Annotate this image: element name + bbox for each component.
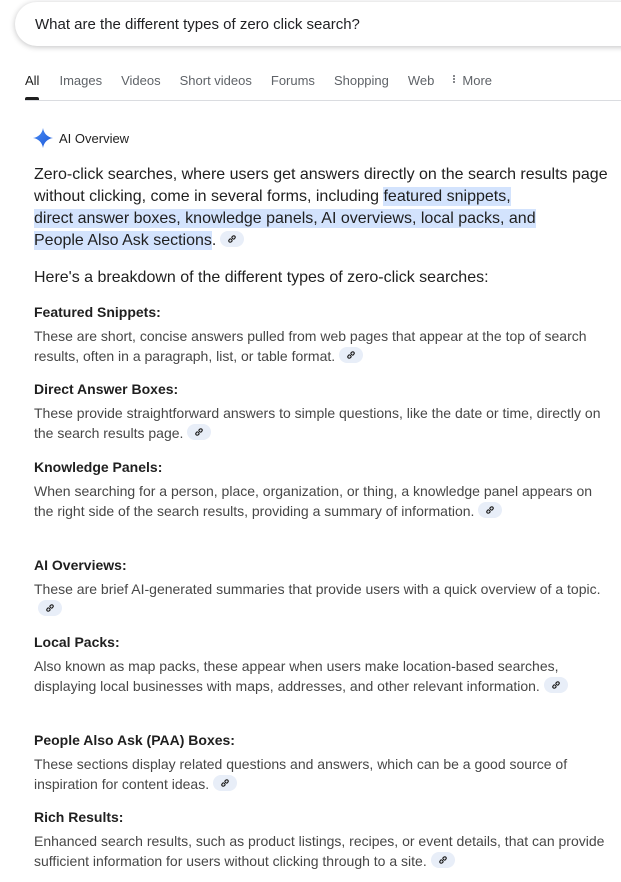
tab-label: Forums [270,73,315,88]
section-title: AI Overviews: [34,557,127,573]
tab-label: Videos [121,73,161,88]
tab-more[interactable] [453,73,492,100]
link-icon [346,350,356,360]
sparkle-icon [33,128,53,148]
tabs-divider [25,100,621,101]
tab-forums[interactable] [271,73,315,100]
section-title: Knowledge Panels: [34,459,163,475]
tab-shopping[interactable] [334,73,389,100]
intro-highlight: People Also Ask sections [34,232,212,249]
tab-label: Short videos [179,73,252,88]
section-text: Also known as map packs, these appear when users make location-based searches, displaying local businesses with maps, addresses, and other relevant information. [34,658,559,694]
vertical-dots-icon [453,74,456,84]
section-text: These are brief AI-generated summaries that provide users with a quick overview of a topic. [34,581,601,597]
section-body [34,404,609,443]
tab-label: Images [59,73,103,88]
link-icon [194,427,204,437]
section-title: Rich Results: [34,809,124,825]
link-icon [220,778,230,788]
section-local-packs [34,633,609,696]
citation-link-button[interactable] [478,502,502,518]
citation-link-button[interactable] [220,231,244,247]
intro-end: . [211,232,217,249]
link-icon [45,603,55,613]
section-body [34,482,609,521]
tab-videos[interactable] [121,73,161,100]
section-body [34,580,609,619]
tab-all[interactable] [16,73,40,100]
section-text: These are short, concise answers pulled from web pages that appear at the top of search results, often in a paragraph, list, or table format. [34,328,587,364]
intro-text: Zero-click searches, where users get answers directly on the search results page without clicking, come in several forms, including [34,166,608,205]
section-title: Featured Snippets: [34,304,161,320]
section-ai-overviews [34,556,609,619]
section-body [34,832,609,871]
citation-link-button[interactable] [544,677,568,693]
ai-overview-label: AI Overview [59,130,130,146]
section-featured-snippets [34,303,609,366]
section-body [34,755,609,794]
tab-label: Web [407,73,435,88]
link-icon [227,234,237,244]
ai-overview-header [33,128,129,148]
tab-label: Shopping [333,73,389,88]
section-body [34,327,609,366]
section-text: These sections display related questions and answers, which can be a good source of inspiration for content ideas. [34,756,568,792]
section-text: These provide straightforward answers to simple questions, like the date or time, directly on the search results page. [34,405,601,441]
section-text: When searching for a person, place, organization, or thing, a knowledge panel appears on the right side of the search results, providing a summary of information. [34,483,593,519]
tab-label: More [462,73,493,88]
section-text: Enhanced search results, such as product listings, recipes, or event details, that can provide sufficient information for users without clicking through to a site. [34,833,605,869]
section-knowledge-panels [34,458,609,521]
search-input[interactable]: What are the different types of zero click search? [35,16,360,33]
section-rich-results [34,808,609,871]
tab-label: All [25,73,40,88]
section-people-also-ask [34,731,609,794]
tab-images[interactable] [59,73,102,100]
citation-link-button[interactable] [187,424,211,440]
tab-short-videos[interactable] [180,73,252,100]
search-bar[interactable] [15,2,621,46]
citation-link-button[interactable] [213,775,237,791]
section-title: Local Packs: [34,634,120,650]
ai-overview-intro [34,164,619,252]
link-icon [485,505,495,515]
link-icon [438,855,448,865]
intro-highlight: featured snippets, [383,188,511,205]
search-tabs [25,73,511,100]
section-title: Direct Answer Boxes: [34,381,179,397]
intro-highlight: direct answer boxes, knowledge panels, AI overviews, local packs, and [34,210,536,227]
section-body [34,657,609,696]
breakdown-heading: Here's a breakdown of the different types of zero-click searches: [34,269,489,286]
citation-link-button[interactable] [339,347,363,363]
citation-link-button[interactable] [431,852,455,868]
citation-link-button[interactable] [38,600,62,616]
section-direct-answer-boxes [34,380,609,443]
link-icon [551,680,561,690]
tab-web[interactable] [408,73,435,100]
section-title: People Also Ask (PAA) Boxes: [34,732,235,748]
